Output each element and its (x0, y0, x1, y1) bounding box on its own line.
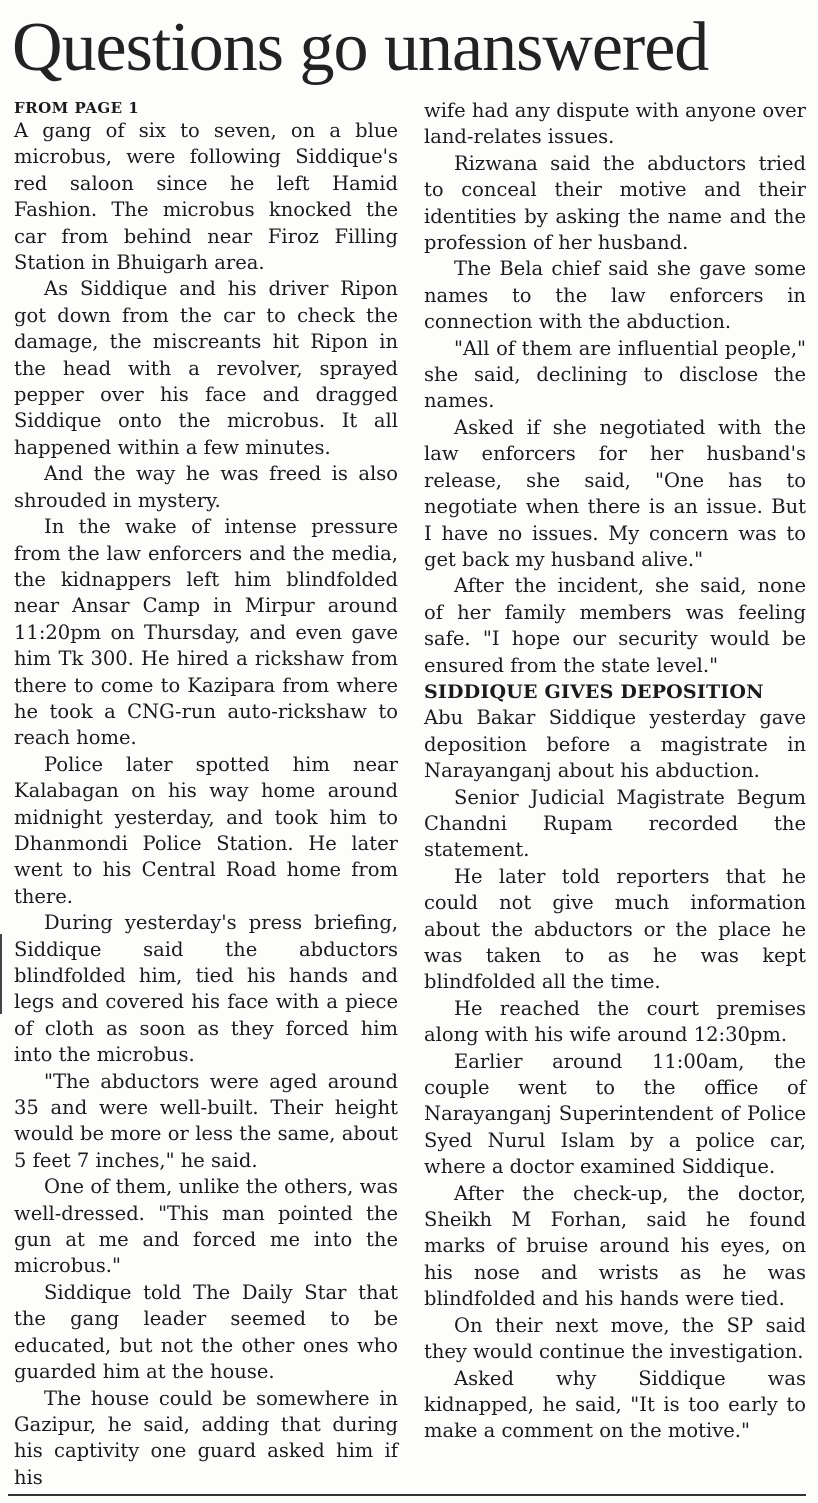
paragraph: He reached the court premises along with his wife around 12:30pm. (424, 996, 806, 1047)
crosshead: SIDDIQUE GIVES DEPOSITION (424, 680, 764, 703)
paragraph: "The abductors were aged around 35 and were well-built. Their height would be more or less the same, about 5 feet 7 inches," he said. (14, 1069, 398, 1172)
paragraph: Asked if she negotiated with the law enforcers for her husband's release, she said, "One has to negotiate when there is an issue. But I have no issues. My concern was to get back my husband alive." (424, 415, 806, 571)
paragraph: After the incident, she said, none of her family members was feeling safe. "I hope our security would be ensured from the state level." (424, 574, 806, 677)
paragraph: He later told reporters that he could not give much information about the abductors or the place he was taken to as he was kept blindfolded all the time. (424, 864, 806, 994)
paragraph: Asked why Siddique was kidnapped, he said, "It is too early to make a comment on the motive." (424, 1366, 806, 1443)
paragraph: wife had any dispute with anyone over land-relates issues. (424, 99, 806, 149)
paragraph: In the wake of intense pressure from the law enforcers and the media, the kidnappers left him blindfolded near Ansar Camp in Mirpur around 11:20pm on Thursday, and even gave him Tk 300. He hired a rickshaw from there to come to Kazipara from where he took a CNG-run auto-rickshaw to reach home. (14, 515, 398, 750)
paragraph: "All of them are influential people," she said, declining to disclose the names. (424, 336, 806, 413)
paragraph: As Siddique and his driver Ripon got down from the car to check the damage, the miscreants hit Ripon in the head with a revolver, sprayed pepper over his face and dragged Siddique onto the microbus. It all happened within a few minutes. (14, 277, 398, 459)
paragraph: On their next move, the SP said they would continue the investigation. (424, 1313, 806, 1364)
paragraph: During yesterday's press briefing, Siddique said the abductors blindfolded him, tied his hands and legs and covered his face with a piece of cloth as soon as they forced him into the microbus. (14, 911, 398, 1067)
article-column-right (424, 98, 806, 1445)
jump-kicker: FROM PAGE 1 (14, 99, 140, 117)
column-gutter (410, 98, 411, 1478)
headline: Questions go unanswered (12, 9, 709, 86)
paragraph: Siddique told The Daily Star that the gang leader seemed to be educated, but not the other ones who guarded him at the house. (14, 1280, 398, 1384)
paragraph: Police later spotted him near Kalabagan on his way home around midnight yesterday, and took him to Dhanmondi Police Station. He later went to his Central Road home from there. (14, 752, 398, 908)
paragraph: A gang of six to seven, on a blue microbus, were following Siddique's red saloon since he left Hamid Fashion. The microbus knocked the car from behind near Firoz Filling Station in Bhuigarh area. (14, 119, 398, 275)
page-edge-mark (0, 934, 2, 1014)
bottom-rule (8, 1494, 806, 1496)
paragraph: The Bela chief said she gave some names to the law enforcers in connection with the abduction. (424, 257, 806, 334)
paragraph: After the check-up, the doctor, Sheikh M Forhan, said he found marks of bruise around his eyes, on his nose and wrists as he was blindfolded and his hands were tied. (424, 1181, 806, 1311)
paragraph: And the way he was freed is also shrouded in mystery. (14, 462, 398, 512)
paragraph: Senior Judicial Magistrate Begum Chandni Rupam recorded the statement. (424, 785, 806, 862)
paragraph: Earlier around 11:00am, the couple went to the office of Narayanganj Superintendent of Police Syed Nurul Islam by a police car, where a doctor examined Siddique. (424, 1049, 806, 1179)
paragraph: Rizwana said the abductors tried to conceal their motive and their identities by asking the name and the profession of her husband. (424, 151, 806, 255)
paragraph: One of them, unlike the others, was well-dressed. "This man pointed the gun at me and forced me into the microbus." (14, 1175, 398, 1278)
article-column-left (14, 98, 398, 1491)
paragraph: Abu Bakar Siddique yesterday gave deposition before a magistrate in Narayanganj about his abduction. (424, 706, 806, 783)
paragraph: The house could be somewhere in Gazipur, he said, adding that during his captivity one guard asked him if his (14, 1386, 398, 1489)
